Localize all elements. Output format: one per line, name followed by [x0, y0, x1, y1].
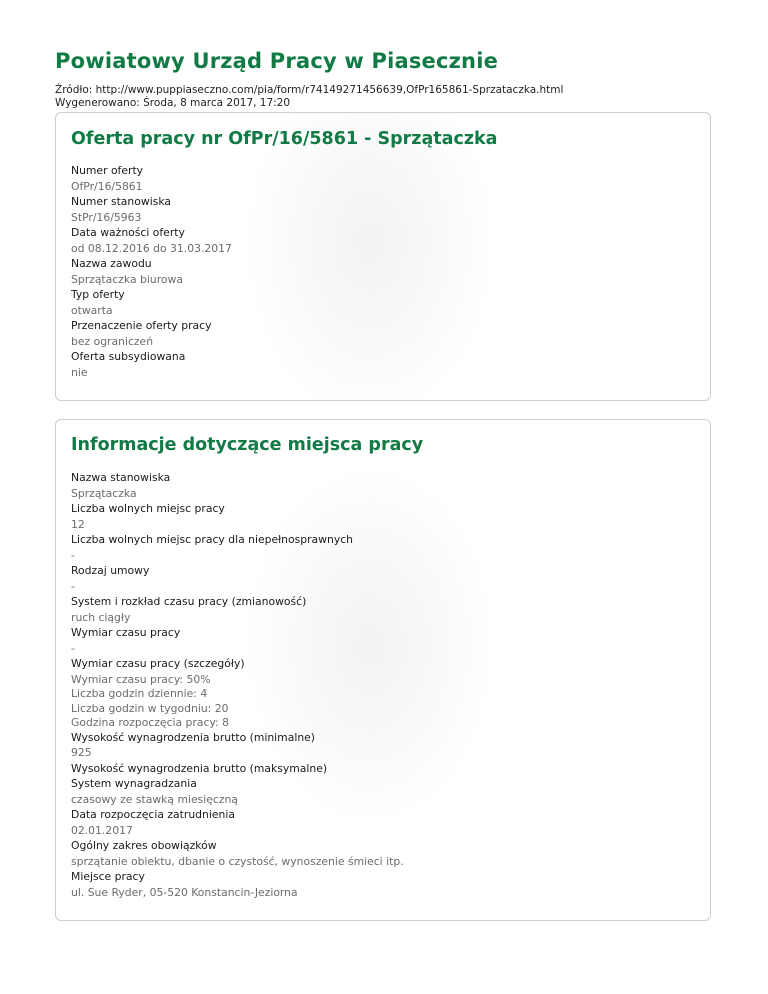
field-value-line: Liczba godzin dziennie: 4	[71, 687, 208, 700]
field-label: Wysokość wynagrodzenia brutto (minimalne)	[71, 730, 316, 744]
workplace-card	[55, 419, 711, 921]
source-line: Źródło: http://www.puppiaseczno.com/pia/form/r74149271456639,OfPr165861-Sprzataczka.html	[55, 84, 564, 96]
field-label: Data rozpoczęcia zatrudnienia	[71, 808, 235, 821]
field-value: czasowy ze stawką miesięczną	[71, 792, 238, 806]
field-label: Typ oferty	[71, 288, 125, 301]
workplace-title: Informacje dotyczące miejsca pracy	[71, 435, 424, 455]
field-value: Sprzątaczka	[71, 486, 137, 500]
field-label: Numer oferty	[71, 164, 144, 177]
workplace-fields	[71, 470, 695, 900]
field-label: Data ważności oferty	[71, 226, 185, 239]
offer-fields	[71, 163, 695, 380]
field-value: 12	[71, 517, 85, 531]
field-label: Wysokość wynagrodzenia brutto (maksymalne)	[71, 761, 328, 775]
field-value: Sprzątaczka biurowa	[71, 272, 183, 286]
field-value: ruch ciągły	[71, 610, 131, 624]
generated-line: Wygenerowano: Środa, 8 marca 2017, 17:20	[55, 97, 291, 109]
field-label: Przenaczenie oferty pracy	[71, 319, 212, 332]
field-label: Rodzaj umowy	[71, 564, 150, 577]
field-label: Numer stanowiska	[71, 195, 172, 208]
field-label: System i rozkład czasu pracy (zmianowość)	[71, 595, 307, 608]
field-value: 02.01.2017	[71, 823, 133, 837]
field-label: Nazwa zawodu	[71, 257, 152, 270]
field-value-line: Godzina rozpoczęcia pracy: 8	[71, 716, 229, 729]
field-value: OfPr/16/5861	[71, 179, 143, 193]
field-label: Wymiar czasu pracy	[71, 626, 181, 639]
field-label: Ogólny zakres obowiązków	[71, 839, 217, 852]
field-value: -	[71, 641, 75, 655]
field-value: sprzątanie obiektu, dbanie o czystość, wynoszenie śmieci itp.	[71, 854, 404, 868]
field-label: Oferta subsydiowana	[71, 350, 186, 363]
field-value: bez ograniczeń	[71, 334, 154, 348]
field-label: Wymiar czasu pracy (szczegóły)	[71, 657, 245, 670]
offer-title: Oferta pracy nr OfPr/16/5861 - Sprzątaczka	[71, 129, 498, 149]
field-value: -	[71, 579, 75, 593]
field-value-line: Wymiar czasu pracy: 50%	[71, 672, 211, 686]
field-label: Miejsce pracy	[71, 870, 145, 883]
field-label: Liczba wolnych miejsc pracy dla niepełnosprawnych	[71, 533, 353, 546]
offer-card	[55, 112, 711, 401]
field-value: 925	[71, 746, 92, 759]
field-value: -	[71, 548, 75, 562]
page-title: Powiatowy Urząd Pracy w Piasecznie	[55, 49, 499, 73]
field-value-line: Liczba godzin w tygodniu: 20	[71, 701, 229, 715]
field-value: otwarta	[71, 303, 113, 317]
field-value: ul. Sue Ryder, 05-520 Konstancin-Jeziorna	[71, 885, 298, 899]
field-value: od 08.12.2016 do 31.03.2017	[71, 241, 232, 255]
field-label: Nazwa stanowiska	[71, 471, 171, 484]
field-value: StPr/16/5963	[71, 210, 142, 224]
field-label: Liczba wolnych miejsc pracy	[71, 502, 225, 515]
field-label: System wynagradzania	[71, 777, 197, 790]
field-value: nie	[71, 365, 88, 379]
